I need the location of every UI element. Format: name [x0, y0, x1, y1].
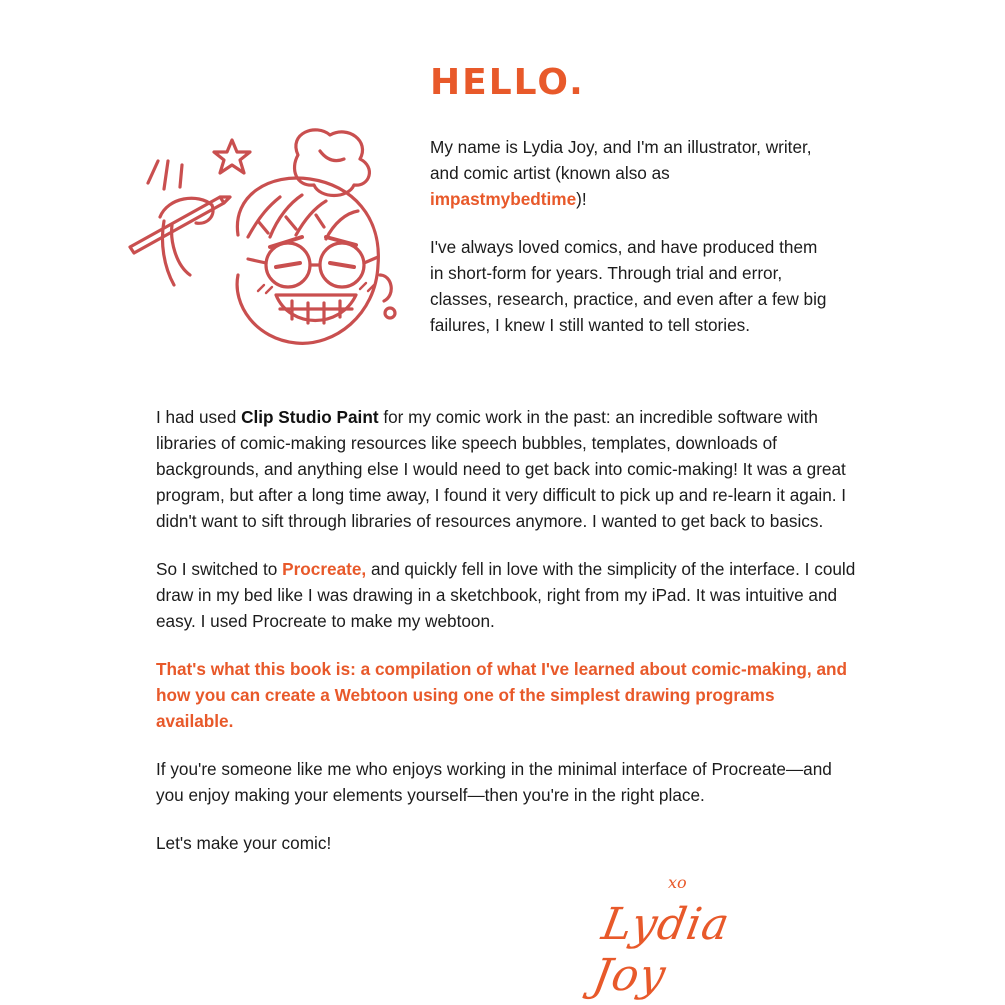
- body-paragraph: I had used Clip Studio Paint for my comic work in the past: an incredible software with libraries of comic-making resources like speech bubbles, templates, downloads of backgrounds, and anything else I would need to get back into comic-making! It was a great program, but after a long time away, I found it very difficult to pick up and re-learn it again. I didn't want to sift through libraries of resources anymore. I wanted to get back to basics.: [156, 407, 847, 531]
- intro-paragraph: My name is Lydia Joy, and I'm an illustrator, writer, and comic artist (known also as impastmybedtime)!: [430, 137, 812, 209]
- artist-handle: impastmybedtime: [430, 189, 577, 209]
- software-name: Clip Studio Paint: [241, 407, 379, 427]
- pencil-icon: [130, 197, 230, 253]
- star-icon: [214, 140, 250, 173]
- intro-paragraph: I've always loved comics, and have produced them in short-form for years. Through trial and error, classes, research, practice, and even after a few big failures, I knew I still wanted to tell stories.: [430, 237, 827, 335]
- body-paragraph: So I switched to Procreate, and quickly fell in love with the simplicity of the interface. I could draw in my bed like I was drawing in a sketchbook, right from my iPad. It was intuitive and easy. I used Procreate to make my webtoon.: [156, 559, 856, 631]
- signature-name: Lydia Joy: [589, 899, 734, 1001]
- motion-mark-icon: [148, 161, 158, 183]
- signature-xo: xo: [668, 873, 687, 892]
- signature: [589, 873, 776, 1001]
- page-title: HELLO.: [430, 62, 585, 103]
- motion-mark-icon: [164, 161, 168, 189]
- app-name: Procreate,: [282, 559, 367, 579]
- intro-text: [430, 134, 830, 360]
- body-paragraph: If you're someone like me who enjoys working in the minimal interface of Procreate—and you enjoy making your elements yourself—then you're in the right place.: [156, 759, 832, 805]
- motion-mark-icon: [180, 165, 182, 187]
- body-paragraph: Let's make your comic!: [156, 833, 332, 853]
- author-illustration: [120, 125, 410, 365]
- callout-paragraph: That's what this book is: a compilation of what I've learned about comic-making, and how you can create a Webtoon using one of the simplest drawing programs available.: [156, 659, 847, 731]
- body-text: [156, 404, 856, 878]
